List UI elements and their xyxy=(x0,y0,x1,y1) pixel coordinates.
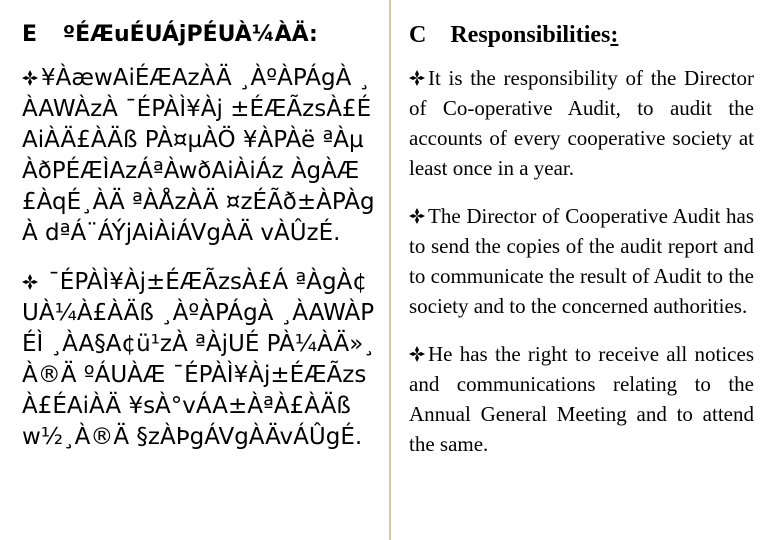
english-paragraph-3-text: He has the right to receive all notices and communications relating to the Annual General Meeting and to attend the same. xyxy=(409,342,754,456)
kannada-paragraph-1-text: ¥ÀæwAiÉÆAzÀÄ ¸ÀºÀPÁgÀ ¸ÀAWÀzÀ ¯ÉPÀÌ¥Àj ±ÉÆÃzsÀ£ÉAiÀÄ£ÀÄß PÀ¤µÀÖ ¥ÀPÀë ªÀµÀðPÉÆÌAzÁªÀwðAiÀiÁz ÀgÀÆ £ÀqÉ¸ÀÄ ªÀÅzÀÄ ¤zÉÃð±ÀPÀgÀ dªÁ¨ÁÝjAiÀiÁVgÀÄ vÀÛzÉ. xyxy=(22,65,375,246)
english-column xyxy=(391,0,780,540)
kannada-section-number: E xyxy=(22,22,38,47)
english-paragraph-2-text: The Director of Cooperative Audit has to send the copies of the audit report and to communicate the result of Audit to the society and to the concerned authorities. xyxy=(409,204,754,318)
kannada-column xyxy=(0,0,389,540)
english-section-title: Responsibilities xyxy=(450,22,611,48)
diamond-bullet-icon xyxy=(409,208,425,224)
english-paragraph-1 xyxy=(409,63,754,183)
kannada-paragraph-2-text: ¯ÉPÀÌ¥Àj±ÉÆÃzsÀ£Á ªÀgÀ¢UÀ¼À£ÀÄß ¸ÀºÀPÁgÀ ¸ÀAWÀPÉÌ ¸ÀA§A¢ü¹zÀ ªÀjUÉ PÀ¼ÀÄ»¸À®Ä ºÁUÀÆ ¯ÉPÀÌ¥Àj±ÉÆÃzsÀ£ÉAiÀÄ ¥sÀ°vÁA±ÀªÀ£ÀÄß w½¸À®Ä §zÀÞgÁVgÀÄvÁÛgÉ. xyxy=(22,269,375,450)
diamond-bullet-icon xyxy=(409,70,425,86)
english-section-colon: : xyxy=(610,22,619,48)
diamond-bullet-icon xyxy=(409,346,425,362)
kannada-paragraph-2 xyxy=(22,267,375,453)
diamond-bullet-icon xyxy=(22,70,38,86)
english-section-number: C xyxy=(409,22,427,48)
english-section-heading xyxy=(409,22,754,49)
english-paragraph-1-text: It is the responsibility of the Director of Co-operative Audit, to audit the accounts of every cooperative society at least once in a year. xyxy=(409,66,754,180)
kannada-section-title: ºÉÆuÉUÁjPÉUÀ¼ÀÄ: xyxy=(62,22,318,47)
english-paragraph-2 xyxy=(409,201,754,321)
kannada-section-heading xyxy=(22,22,375,47)
kannada-paragraph-1 xyxy=(22,63,375,249)
english-paragraph-3 xyxy=(409,339,754,459)
diamond-bullet-icon xyxy=(22,274,38,290)
